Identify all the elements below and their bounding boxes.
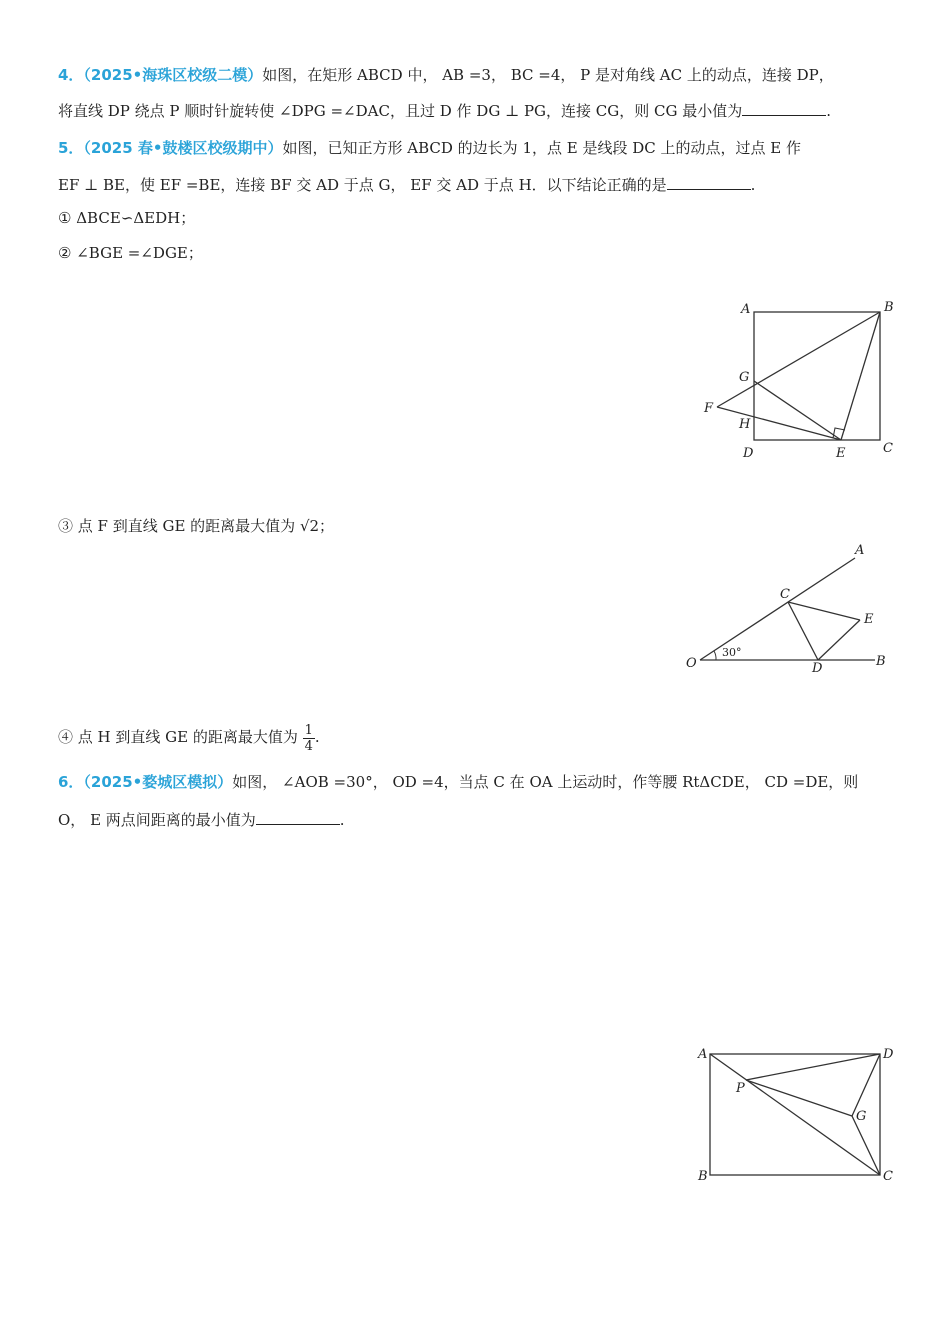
square-figure [695, 295, 905, 465]
label-A: A [741, 302, 751, 317]
rectangle-figure [690, 1040, 905, 1190]
c4-end: . [314, 728, 320, 746]
angle-figure [680, 540, 900, 680]
label-G: G [739, 370, 750, 385]
q4-line1 [58, 64, 834, 86]
answer-blank[interactable] [256, 810, 340, 825]
q5-text1: 如图，已知正方形 ABCD 的边长为 1，点 E 是线段 DC 上的动点，过点 E 作 [282, 139, 801, 157]
fraction-denominator: 4 [304, 738, 313, 754]
label-C: C [883, 1169, 893, 1184]
q4-tag: 4．（2025•海珠区校级二模） [58, 66, 263, 84]
label-C: C [780, 587, 790, 602]
q5-conclusion-4 [58, 722, 320, 754]
c4-text: ④ 点 H 到直线 GE 的距离最大值为 [58, 728, 298, 746]
q6-line1 [58, 771, 858, 793]
answer-blank[interactable] [742, 101, 826, 116]
angle-label: 30° [722, 646, 742, 659]
label-G: G [856, 1109, 867, 1124]
q4-text2: 将直线 DP 绕点 P 顺时针旋转使 ∠DPG =∠DAC，且过 D 作 DG ⊥ PG，连接 CG，则 CG 最小值为 [58, 102, 743, 120]
label-E: E [864, 612, 874, 627]
q5-conclusion-3: ③ 点 F 到直线 GE 的距离最大值为 √2； [58, 517, 335, 535]
label-O: O [686, 656, 697, 671]
fraction-numerator: 1 [304, 722, 313, 738]
label-F: F [704, 401, 714, 416]
answer-blank[interactable] [667, 175, 751, 190]
label-B: B [876, 654, 886, 669]
q5-conclusion-2: ② ∠BGE =∠DGE； [58, 244, 203, 262]
label-D: D [883, 1047, 894, 1062]
label-P: P [736, 1081, 745, 1096]
q6-text2: O， E 两点间距离的最小值为 [58, 811, 256, 829]
label-C: C [883, 441, 893, 456]
q4-line2 [58, 100, 831, 122]
label-E: E [836, 446, 846, 461]
q5-conclusion-1: ① ΔBCE∽ΔEDH； [58, 209, 196, 227]
q6-text1: 如图， ∠AOB =30°， OD =4，当点 C 在 OA 上运动时，作等腰 RtΔCDE， CD =DE，则 [232, 773, 859, 791]
q6-end: . [339, 811, 345, 829]
q5-text2: EF ⊥ BE，使 EF =BE，连接 BF 交 AD 于点 G， EF 交 AD 于点 H．以下结论正确的是 [58, 176, 667, 194]
fraction [303, 723, 315, 754]
q6-tag: 6．（2025•婺城区模拟） [58, 773, 233, 791]
label-D: D [743, 446, 754, 461]
q6-line2 [58, 809, 345, 831]
label-D: D [812, 661, 823, 676]
q4-text1: 如图，在矩形 ABCD 中， AB =3， BC =4， P 是对角线 AC 上的动点，连接 DP， [262, 66, 834, 84]
q4-end: . [826, 102, 832, 120]
label-A: A [698, 1047, 708, 1062]
label-B: B [698, 1169, 708, 1184]
label-B: B [884, 300, 894, 315]
q5-line1 [58, 137, 801, 159]
q5-tag: 5．（2025 春•鼓楼区校级期中） [58, 139, 283, 157]
q5-line2 [58, 174, 755, 196]
q5-end: . [750, 176, 756, 194]
label-A: A [855, 543, 865, 558]
label-H: H [739, 417, 751, 432]
